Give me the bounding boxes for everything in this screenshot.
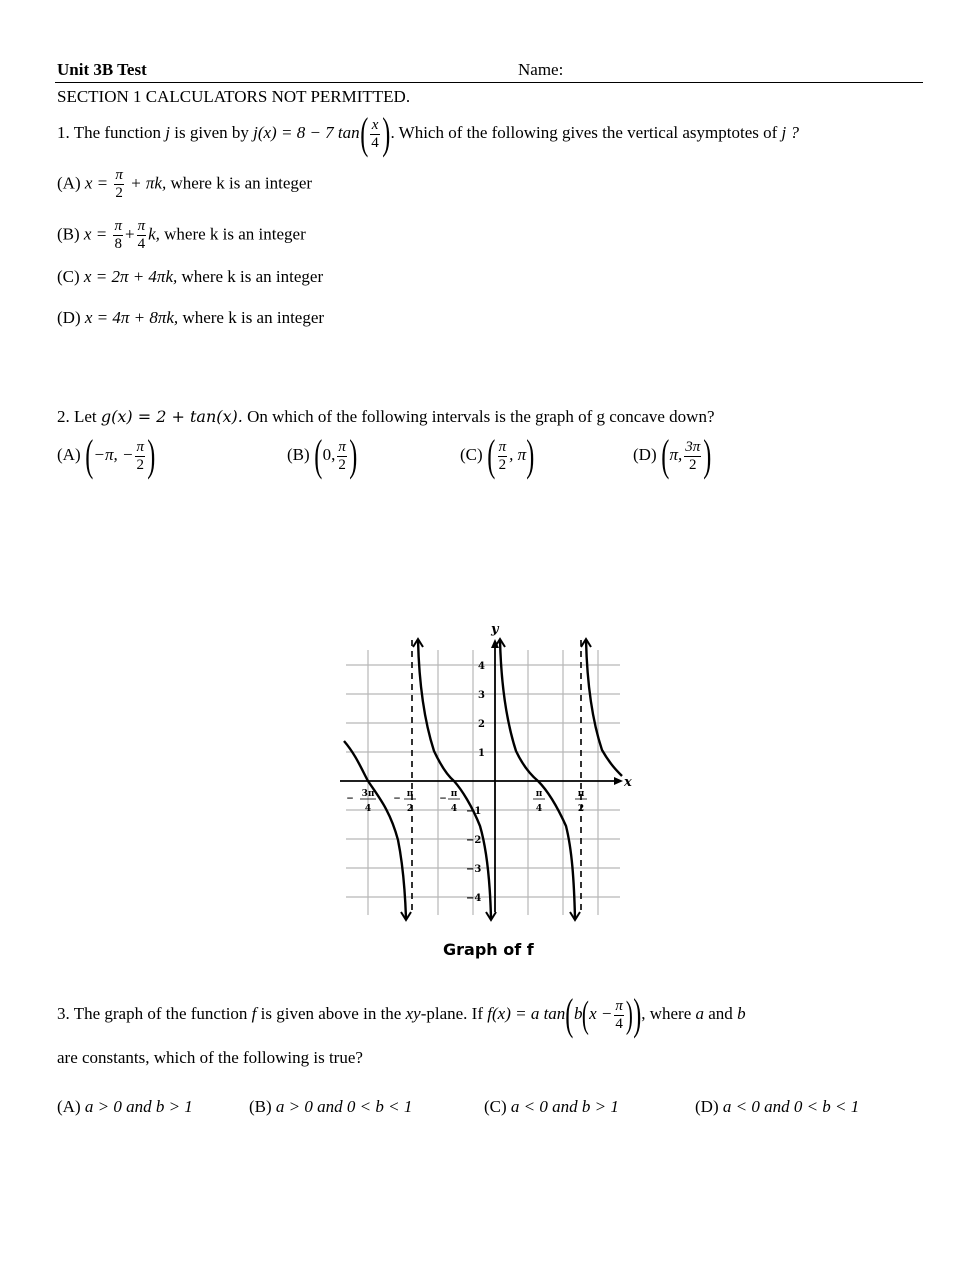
y-tick: −4 [466, 893, 482, 904]
question-3-line-2: are constants, which of the following is true? [57, 1048, 363, 1067]
q1-choice-a: (A) x = $\frac{\pi}{2}$ + πk, where k is an integer [57, 167, 313, 201]
svg-text:−: − [393, 794, 401, 804]
curve-branch-3 [500, 640, 575, 918]
y-tick: 1 [478, 748, 485, 759]
svg-text:−: − [439, 794, 447, 804]
q2-choice-a: (A) (−π, − $\frac{\pi}{2}$ ) [57, 431, 156, 480]
name-label: Name: [518, 60, 564, 79]
q3-choice-c: (C) a < 0 and b > 1 [484, 1097, 619, 1116]
q3-choice-b: (B) a > 0 and 0 < b < 1 [249, 1097, 413, 1116]
q1-expr: j(x) = 8 − 7 tan [253, 122, 360, 142]
curve-branch-4 [586, 640, 622, 776]
question-1-stem: 1. The function j is given by j(x) = 8 − 7 tan( $\frac{x}{4}$ ). Which of the following gives the vertical asymptotes of j ? [57, 109, 800, 158]
graph-caption: Graph of f [443, 940, 534, 959]
svg-text:4: 4 [450, 804, 458, 814]
q3-choice-a: (A) a > 0 and b > 1 [57, 1097, 193, 1116]
q2-choice-c: (C) ( $\frac{\pi}{2}$ , π) [460, 431, 535, 480]
x-axis-label: x [624, 775, 632, 790]
svg-text:4: 4 [364, 804, 372, 814]
q1-func: j [165, 122, 171, 142]
svg-text:4: 4 [535, 804, 543, 814]
q2-expr: g(x) = 2 + tan(x). [100, 407, 243, 426]
y-tick: 3 [478, 690, 485, 701]
test-title: Unit 3B Test [57, 60, 147, 79]
y-tick: 4 [478, 661, 485, 672]
y-tick: −1 [466, 806, 482, 817]
q1-frac: $\frac{x}{4}$ [371, 116, 379, 151]
curve-branch-2 [418, 640, 491, 918]
svg-text:2: 2 [406, 804, 414, 814]
curve-branch-1 [344, 741, 406, 918]
q3-choice-d: (D) a < 0 and 0 < b < 1 [695, 1097, 860, 1116]
section-heading: SECTION 1 CALCULATORS NOT PERMITTED. [57, 87, 411, 106]
svg-text:3π: 3π [361, 789, 375, 799]
graph-of-f [330, 620, 640, 930]
q1-lead: 1. The function [57, 122, 162, 142]
y-tick: −2 [466, 835, 482, 846]
q1-question: . Which of the following gives the vertical asymptotes of [390, 122, 778, 142]
q1-choice-c: (C) x = 2π + 4πk, where k is an integer [57, 267, 324, 286]
header-rule [55, 82, 923, 83]
svg-text:π: π [535, 789, 543, 799]
svg-text:π: π [577, 789, 585, 799]
y-axis-label: y [491, 622, 499, 637]
question-3-stem: 3. The graph of the function f is given above in the xy-plane. If f(x) = a tan(b(x − $\frac{\pi}{4}$ )), where a and b [57, 990, 746, 1039]
y-tick: −3 [466, 864, 482, 875]
svg-text:π: π [450, 789, 458, 799]
y-tick: 2 [478, 719, 485, 730]
q1-choice-b: (B) x = $\frac{\pi}{8}$ + $\frac{\pi}{4}$ k, where k is an integer [57, 218, 306, 252]
q1-given: is given by [174, 122, 249, 142]
q1-choice-d: (D) x = 4π + 8πk, where k is an integer [57, 308, 325, 327]
q2-choice-d: (D) (π, $\frac{3\pi}{2}$ ) [633, 431, 712, 480]
svg-text:2: 2 [577, 804, 585, 814]
q1-end: j ? [781, 122, 800, 142]
question-2-stem: 2. Let g(x) = 2 + tan(x). On which of the following intervals is the graph of g concave down? [57, 407, 715, 426]
svg-text:π: π [406, 789, 414, 799]
q2-choice-b: (B) (0, $\frac{\pi}{2}$ ) [287, 431, 358, 480]
x-axis-arrow [614, 777, 623, 785]
svg-text:−: − [346, 794, 354, 804]
